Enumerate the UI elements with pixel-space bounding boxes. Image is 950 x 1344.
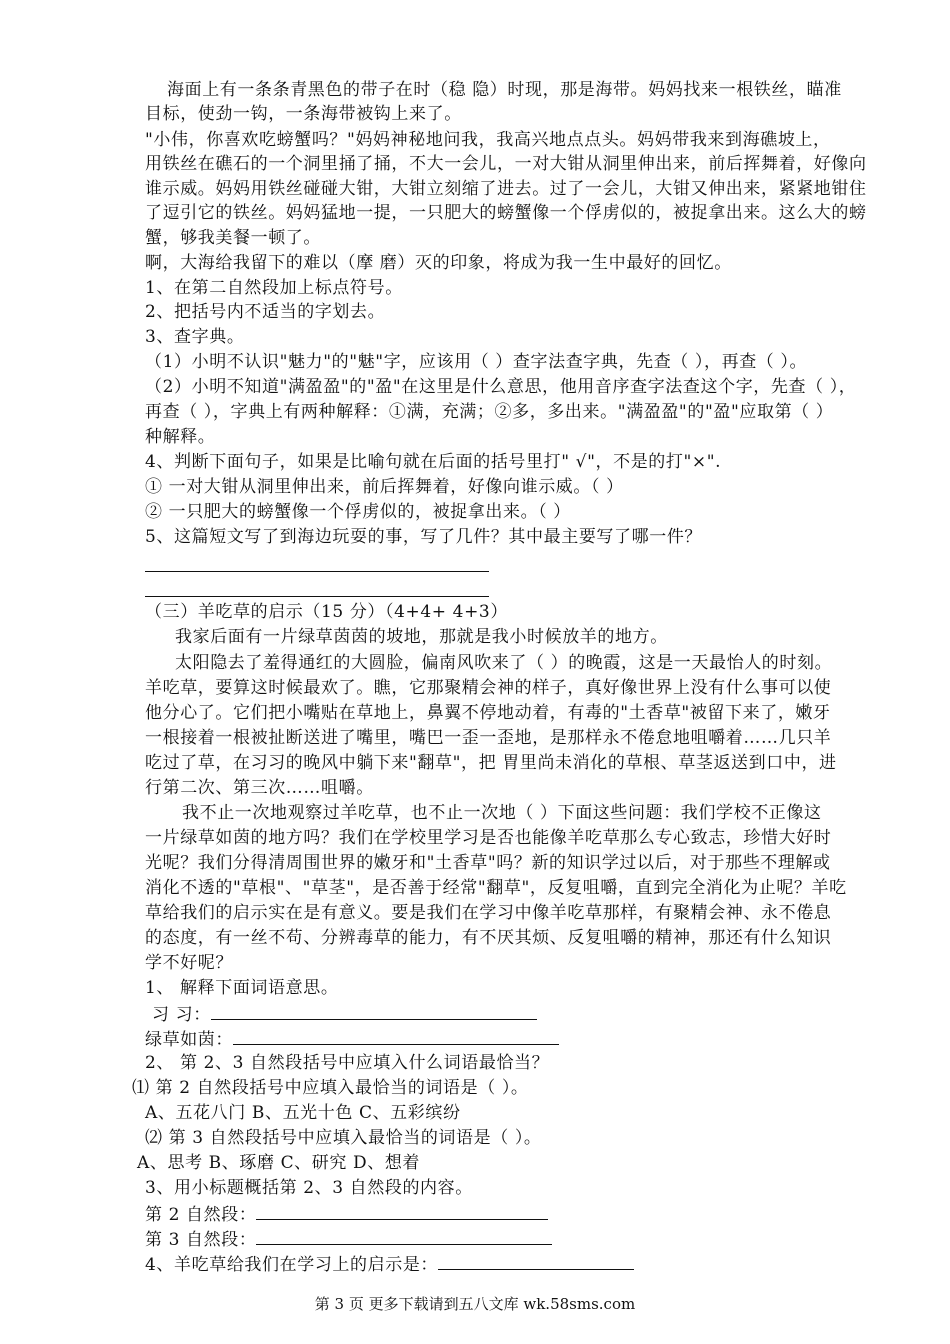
label-text: 4、羊吃草给我们在学习上的启示是： — [145, 1255, 439, 1275]
passage-line: "小伟，你喜欢吃螃蟹吗？"妈妈神秘地问我，我高兴地点点头。妈妈带我来到海礁坡上， — [145, 130, 831, 150]
question: 3、用小标题概括第 2、3 自然段的内容。 — [145, 1178, 473, 1198]
passage-line: 行第二次、第三次……咀嚼。 — [145, 778, 374, 798]
passage-line: 的态度，有一丝不苟、分辨毒草的能力，有不厌其烦、反复咀嚼的精神，那还有什么知识 — [145, 928, 832, 948]
label-text: 第 3 自然段： — [145, 1230, 257, 1250]
passage-line: 一根接着一根被扯断送进了嘴里，嘴巴一歪一歪地，是那样永不倦怠地咀嚼着……几只羊 — [145, 728, 832, 748]
question: 再查（ ），字典上有两种解释：①满，充满；②多，多出来。"满盈盈"的"盈"应取第（ ） — [145, 402, 834, 422]
answer-line[interactable] — [145, 571, 489, 572]
question: ⑴ 第 2 自然段括号中应填入最恰当的词语是（ ）。 — [132, 1078, 529, 1098]
answer-blank[interactable] — [211, 1001, 537, 1020]
page-footer: 第 3 页 更多下载请到五八文库 wk.58sms.com — [314, 1295, 636, 1313]
question: 1、 解释下面词语意思。 — [145, 978, 339, 998]
question: ⑵ 第 3 自然段括号中应填入最恰当的词语是（ ）。 — [145, 1128, 542, 1148]
passage-line: 蟹，够我美餐一顿了。 — [145, 228, 321, 248]
passage-line: 了逗引它的铁丝。妈妈猛地一提，一只肥大的螃蟹像一个俘虏似的，被捉拿出来。这么大的螃 — [145, 203, 867, 223]
question-label — [152, 1001, 537, 1027]
passage-line: 学不好呢？ — [145, 953, 233, 973]
label-text: 习 习： — [152, 1005, 211, 1025]
passage-line: 谁示威。妈妈用铁丝碰碰大钳，大钳立刻缩了进去。过了一会儿，大钳又伸出来，紧紧地钳住 — [145, 179, 867, 199]
passage-line: 消化不透的"草根"、"草茎"，是否善于经常"翻草"，反复咀嚼，直到完全消化为止呢？羊吃 — [145, 878, 847, 898]
passage-line: 目标，使劲一钩，一条海带被钩上来了。 — [145, 104, 462, 124]
answer-blank[interactable] — [233, 1026, 559, 1045]
passage-line: 他分心了。它们把小嘴贴在草地上，鼻翼不停地动着，有毒的"土香草"被留下来了，嫩牙 — [145, 703, 831, 723]
answer-blank[interactable] — [438, 1251, 634, 1270]
question: 3、查字典。 — [145, 327, 245, 347]
question-label — [145, 1201, 548, 1227]
passage-line: 草给我们的启示实在是有意义。要是我们在学习中像羊吃草那样，有聚精会神、永不倦息 — [145, 903, 832, 923]
question-label — [145, 1226, 552, 1252]
question: 2、 第 2、3 自然段括号中应填入什么词语最恰当？ — [145, 1053, 550, 1073]
passage-line: 用铁丝在礁石的一个洞里捅了捅，不大一会儿，一对大钳从洞里伸出来，前后挥舞着，好像向 — [145, 154, 867, 174]
question: ① 一对大钳从洞里伸出来，前后挥舞着，好像向谁示威。（ ） — [145, 477, 624, 497]
question: 1、在第二自然段加上标点符号。 — [145, 278, 403, 298]
passage-line: 我家后面有一片绿草茵茵的坡地，那就是我小时候放羊的地方。 — [175, 627, 668, 647]
options: A、五花八门 B、五光十色 C、五彩缤纷 — [145, 1103, 461, 1123]
passage-line: 光呢？我们分得清周围世界的嫩牙和"土香草"吗？新的知识学过以后，对于那些不理解或 — [145, 853, 831, 873]
label-text: 第 2 自然段： — [145, 1205, 257, 1225]
question: （2）小明不知道"满盈盈"的"盈"在这里是什么意思，他用音序查字法查这个字，先查（ ）， — [145, 377, 857, 397]
options: A、思考 B、琢磨 C、研究 D、想着 — [137, 1153, 421, 1173]
answer-line[interactable] — [145, 596, 489, 597]
question: 种解释。 — [145, 427, 216, 447]
passage-line: 吃过了草，在习习的晚风中躺下来"翻草"，把 胃里尚未消化的草根、草茎返送到口中，进 — [145, 753, 837, 773]
question: （1）小明不认识"魅力"的"魅"字，应该用（ ）查字法查字典，先查（ ），再查（ ）。 — [145, 352, 808, 372]
question: 5、这篇短文写了到海边玩耍的事，写了几件？其中最主要写了哪一件？ — [145, 527, 703, 547]
passage-line: 一片绿草如茵的地方吗？我们在学校里学习是否也能像羊吃草那么专心致志，珍惜大好时 — [145, 828, 832, 848]
question-label — [145, 1251, 634, 1277]
label-text: 绿草如茵： — [145, 1030, 233, 1050]
question: 4、判断下面句子，如果是比喻句就在后面的括号里打" √"，不是的打"×". — [145, 452, 722, 472]
passage-line: 海面上有一条条青黑色的带子在时（稳 隐）时现，那是海带。妈妈找来一根铁丝，瞄准 — [167, 80, 842, 100]
answer-blank[interactable] — [256, 1226, 552, 1245]
passage-line: 羊吃草，要算这时候最欢了。瞧，它那聚精会神的样子，真好像世界上没有什么事可以使 — [145, 678, 832, 698]
question-label — [145, 1026, 559, 1052]
passage-line: 太阳隐去了羞得通红的大圆脸，偏南风吹来了（ ）的晚霞，这是一天最怡人的时刻。 — [175, 653, 833, 673]
passage-line: 啊，大海给我留下的难以（摩 磨）灭的印象，将成为我一生中最好的回忆。 — [145, 253, 732, 273]
section-title: （三）羊吃草的启示（15 分）（4+4+ 4+3） — [145, 602, 508, 622]
question: 2、把括号内不适当的字划去。 — [145, 302, 386, 322]
passage-line: 我不止一次地观察过羊吃草，也不止一次地（ ）下面这些问题：我们学校不正像这 — [182, 803, 822, 823]
question: ② 一只肥大的螃蟹像一个俘虏似的，被捉拿出来。（ ） — [145, 502, 571, 522]
answer-blank[interactable] — [256, 1201, 548, 1220]
